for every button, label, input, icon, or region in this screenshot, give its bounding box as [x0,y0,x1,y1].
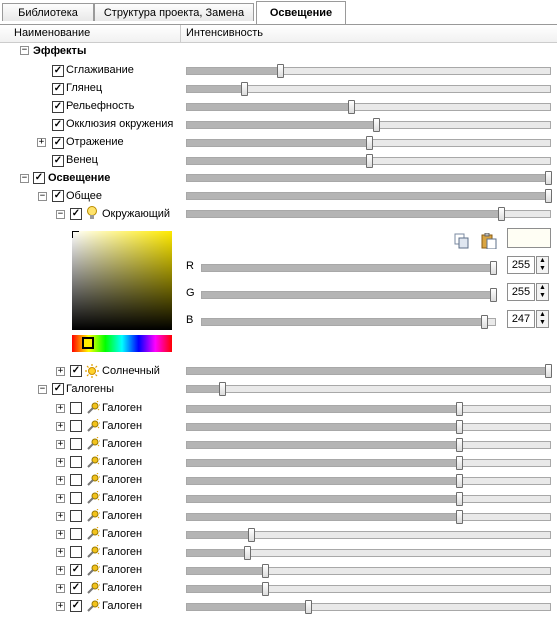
halogen-checkbox[interactable] [70,600,82,612]
halogen-intensity-slider-fill [187,406,459,412]
effect-checkbox[interactable] [52,83,64,95]
halogen-intensity-slider[interactable] [186,495,551,503]
halogen-intensity-slider-thumb[interactable] [262,564,269,578]
halogen-intensity-slider-thumb[interactable] [456,402,463,416]
saturation-value-picker[interactable] [72,231,172,330]
halogen-intensity-slider[interactable] [186,405,551,413]
channel-value-input[interactable]: 247 [507,310,535,328]
halogen-lamp-icon [86,509,100,523]
halogen-expand-icon[interactable]: + [57,547,64,557]
tab-lighting[interactable]: Освещение [256,1,346,24]
halogen-checkbox[interactable] [70,438,82,450]
halogens-label: Галогены [66,383,114,395]
channel-slider-b-fill [202,319,486,325]
halogen-lamp-icon [86,455,100,469]
effect-label: Венец [66,154,98,166]
effect-intensity-slider-fill [187,86,241,92]
ambient-label: Окружающий [102,208,171,220]
halogen-checkbox[interactable] [70,546,82,558]
effect-checkbox[interactable] [52,65,64,77]
effect-intensity-slider-thumb[interactable] [373,118,380,132]
channel-spinner[interactable]: ▲ ▼ [536,283,549,301]
halogen-intensity-slider-thumb[interactable] [244,546,251,560]
halogen-label: Галоген [102,546,143,558]
halogen-intensity-slider[interactable] [186,585,551,593]
general-label: Общее [66,190,103,202]
effect-intensity-slider-thumb[interactable] [366,154,373,168]
halogen-checkbox[interactable] [70,492,82,504]
halogen-intensity-slider-fill [187,460,459,466]
effect-intensity-slider-fill [187,104,350,110]
channel-spinner[interactable]: ▲ ▼ [536,310,549,328]
halogen-intensity-slider-fill [187,586,263,592]
effect-intensity-slider-thumb[interactable] [277,64,284,78]
halogen-intensity-slider-fill [187,424,459,430]
halogen-lamp-icon [86,599,100,613]
effect-intensity-slider-fill [187,140,369,146]
tab-library[interactable]: Библиотека [2,3,94,21]
halogen-checkbox[interactable] [70,564,82,576]
halogen-intensity-slider[interactable] [186,603,551,611]
ambient-checkbox[interactable] [70,208,82,220]
channel-label-g: G [186,287,195,299]
halogen-checkbox[interactable] [70,456,82,468]
channel-slider-g-fill [202,292,495,298]
halogens-intensity-slider-fill [187,386,220,392]
halogen-intensity-slider-fill [187,514,459,520]
halogens-intensity-slider-thumb[interactable] [219,382,226,396]
halogen-intensity-slider-thumb[interactable] [305,600,312,614]
effect-checkbox[interactable] [52,155,64,167]
channel-slider-g-thumb[interactable] [490,288,497,302]
effect-label: Глянец [66,82,103,94]
halogen-label: Галоген [102,492,143,504]
sunlight-checkbox[interactable] [70,365,82,377]
halogen-lamp-icon [86,401,100,415]
general-intensity-slider[interactable] [186,192,551,200]
tab-bar [0,0,557,25]
halogen-checkbox[interactable] [70,582,82,594]
halogen-intensity-slider-fill [187,478,459,484]
effect-intensity-slider[interactable] [186,121,551,129]
color-swatch[interactable] [507,228,551,248]
hue-cursor[interactable] [82,337,94,349]
light-bulb-icon [86,206,98,220]
effect-intensity-slider-fill [187,68,278,74]
effects-collapse-icon[interactable]: − [21,45,28,55]
effect-label: Отражение [66,136,124,148]
effect-intensity-slider[interactable] [186,67,551,75]
halogen-lamp-icon [86,473,100,487]
halogen-intensity-slider-fill [187,550,245,556]
effect-intensity-slider[interactable] [186,103,551,111]
effect-intensity-slider-thumb[interactable] [366,136,373,150]
halogen-intensity-slider[interactable] [186,423,551,431]
sunlight-intensity-slider[interactable] [186,367,551,375]
general-collapse-icon[interactable]: − [39,191,46,201]
channel-slider-r-fill [202,265,495,271]
halogen-label: Галоген [102,402,143,414]
copy-color-icon[interactable] [454,233,470,249]
lighting-intensity-slider-thumb[interactable] [545,171,552,185]
effect-intensity-slider[interactable] [186,139,551,147]
lighting-intensity-slider[interactable] [186,174,551,182]
halogen-expand-icon[interactable]: + [57,475,64,485]
halogen-intensity-slider-thumb[interactable] [456,510,463,524]
halogen-intensity-slider-fill [187,496,459,502]
ambient-collapse-icon[interactable]: − [57,209,64,219]
halogen-intensity-slider-fill [187,532,249,538]
halogen-expand-icon[interactable]: + [57,529,64,539]
halogen-expand-icon[interactable]: + [57,511,64,521]
effect-intensity-slider[interactable] [186,85,551,93]
halogen-intensity-slider-thumb[interactable] [456,438,463,452]
effect-label: Сглаживание [66,64,134,76]
ambient-intensity-slider-thumb[interactable] [498,207,505,221]
halogen-label: Галоген [102,582,143,594]
halogen-expand-icon[interactable]: + [57,421,64,431]
halogen-intensity-slider[interactable] [186,513,551,521]
channel-label-r: R [186,260,194,272]
effect-checkbox[interactable] [52,137,64,149]
halogen-intensity-slider-fill [187,442,459,448]
sunlight-label: Солнечный [102,365,160,377]
halogen-intensity-slider-thumb[interactable] [456,420,463,434]
lighting-intensity-slider-fill [187,175,550,181]
halogen-label: Галоген [102,528,143,540]
halogen-expand-icon[interactable]: + [57,457,64,467]
halogen-intensity-slider-thumb[interactable] [456,474,463,488]
channel-slider-g[interactable] [201,291,496,299]
halogen-label: Галоген [102,438,143,450]
general-intensity-slider-fill [187,193,550,199]
channel-slider-r[interactable] [201,264,496,272]
halogen-label: Галоген [102,420,143,432]
effect-intensity-slider-thumb[interactable] [241,82,248,96]
halogen-lamp-icon [86,545,100,559]
sunlight-expand-icon[interactable]: + [57,366,64,376]
channel-value-input[interactable]: 255 [507,283,535,301]
effect-checkbox[interactable] [52,101,64,113]
effect-intensity-slider-thumb[interactable] [348,100,355,114]
halogen-intensity-slider[interactable] [186,477,551,485]
reflection-expand-icon[interactable]: + [38,137,45,147]
halogen-label: Галоген [102,456,143,468]
effects-title: Эффекты [33,45,87,57]
halogen-lamp-icon [86,527,100,541]
lighting-checkbox[interactable] [33,172,45,184]
ambient-intensity-slider[interactable] [186,210,551,218]
halogen-intensity-slider-thumb[interactable] [456,456,463,470]
halogen-checkbox[interactable] [70,474,82,486]
channel-slider-r-thumb[interactable] [490,261,497,275]
column-name-header[interactable]: Наименование [14,27,91,39]
halogen-intensity-slider-thumb[interactable] [262,582,269,596]
halogens-intensity-slider[interactable] [186,385,551,393]
halogen-label: Галоген [102,600,143,612]
halogens-collapse-icon[interactable]: − [39,384,46,394]
halogen-intensity-slider[interactable] [186,531,551,539]
tab-project-structure[interactable]: Структура проекта, Замена [94,3,254,21]
halogen-intensity-slider[interactable] [186,549,551,557]
channel-value-input[interactable]: 255 [507,256,535,274]
effect-intensity-slider[interactable] [186,157,551,165]
column-intensity-header[interactable]: Интенсивность [186,27,264,39]
halogen-lamp-icon [86,419,100,433]
channel-slider-b[interactable] [201,318,496,326]
sv-cursor[interactable] [72,231,79,238]
general-intensity-slider-thumb[interactable] [545,189,552,203]
halogen-expand-icon[interactable]: + [57,493,64,503]
halogens-checkbox[interactable] [52,383,64,395]
halogen-expand-icon[interactable]: + [57,565,64,575]
halogen-intensity-slider-thumb[interactable] [248,528,255,542]
halogen-expand-icon[interactable]: + [57,439,64,449]
halogen-intensity-slider-fill [187,604,307,610]
halogen-intensity-slider[interactable] [186,459,551,467]
channel-slider-b-thumb[interactable] [481,315,488,329]
effect-label: Рельефность [66,100,135,112]
halogen-expand-icon[interactable]: + [57,601,64,611]
halogen-label: Галоген [102,510,143,522]
column-divider[interactable] [180,25,181,42]
lighting-collapse-icon[interactable]: − [21,173,28,183]
halogen-checkbox[interactable] [70,402,82,414]
halogen-checkbox[interactable] [70,528,82,540]
halogen-lamp-icon [86,491,100,505]
halogen-label: Галоген [102,474,143,486]
halogen-intensity-slider[interactable] [186,441,551,449]
general-checkbox[interactable] [52,190,64,202]
halogen-label: Галоген [102,564,143,576]
halogen-expand-icon[interactable]: + [57,403,64,413]
effect-checkbox[interactable] [52,119,64,131]
channel-spinner[interactable]: ▲ ▼ [536,256,549,274]
lighting-title: Освещение [48,172,111,184]
halogen-lamp-icon [86,581,100,595]
effect-intensity-slider-fill [187,122,376,128]
channel-label-b: B [186,314,194,326]
halogen-lamp-icon [86,563,100,577]
sunlight-intensity-slider-fill [187,368,550,374]
halogen-expand-icon[interactable]: + [57,583,64,593]
halogen-checkbox[interactable] [70,420,82,432]
effect-intensity-slider-fill [187,158,369,164]
paste-color-icon[interactable] [481,233,497,249]
halogen-intensity-slider-fill [187,568,263,574]
column-header [0,25,557,43]
sunlight-intensity-slider-thumb[interactable] [545,364,552,378]
halogen-checkbox[interactable] [70,510,82,522]
halogen-intensity-slider-thumb[interactable] [456,492,463,506]
effect-label: Окклюзия окружения [66,118,174,130]
sun-icon [85,364,99,378]
ambient-intensity-slider-fill [187,211,503,217]
halogen-lamp-icon [86,437,100,451]
halogen-intensity-slider[interactable] [186,567,551,575]
